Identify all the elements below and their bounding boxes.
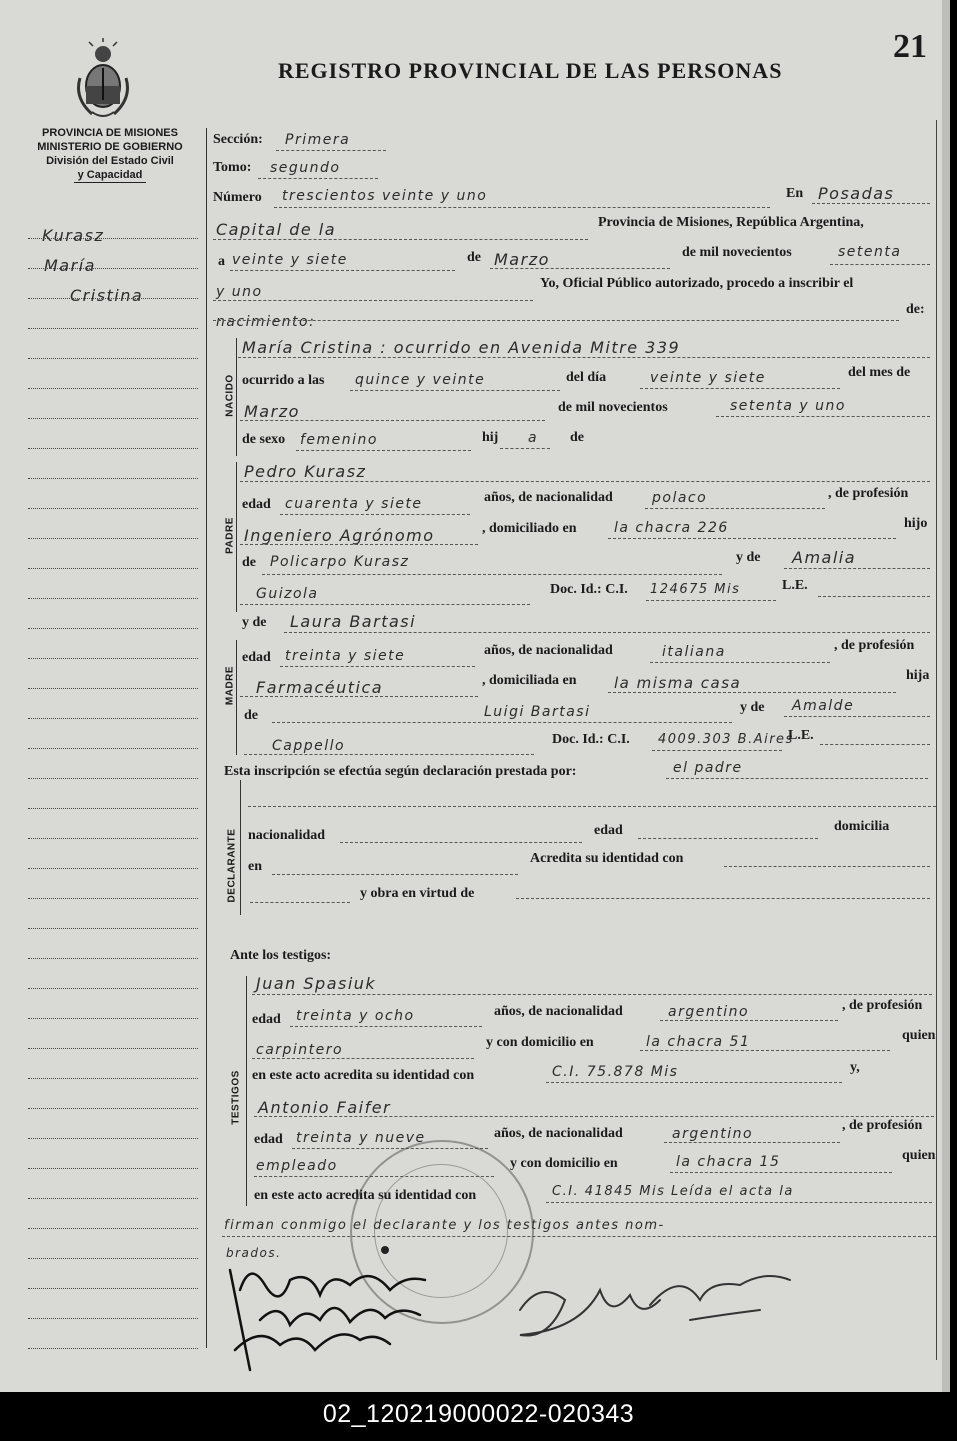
testigo1-y-label: y, [850,1060,860,1075]
tomo-label: Tomo: [213,160,252,175]
padre-prof-label: , de profesión [828,486,909,501]
margin-ruled-line [28,1138,198,1139]
margin-ruled-line [28,1108,198,1109]
padre-nac-line [645,508,825,509]
padre-prof-line [240,544,478,545]
madre-label: MADRE [224,665,236,706]
sexo-line [296,450,471,451]
padre-nombre: Pedro Kurasz [244,462,367,481]
declarante-obra-label: y obra en virtud de [360,886,475,901]
seccion-line [276,150,386,151]
declaracion-line [666,778,928,779]
tomo-line [258,178,378,179]
margin-ruled-line [28,898,198,899]
en-line [812,203,930,204]
province-line: PROVINCIA DE MISIONES [42,127,178,139]
nacido-anio-label: de mil novecientos [558,400,668,415]
padre-de-label: de [242,555,256,570]
madre-bracket [236,640,237,755]
page-number: 21 [893,28,927,65]
abuela-paterna2-line [240,604,530,605]
testigo2-profesion: empleado [256,1158,338,1174]
abuela-materna2-line [244,754,534,755]
margin-ruled-line [28,988,198,989]
madre-nombre: Laura Bartasi [290,612,417,631]
declarante-edad-label: edad [594,823,623,838]
margin-ruled-line [28,298,198,299]
testigo1-nac: argentino [668,1004,750,1020]
testigo1-doc: C.I. 75.878 Mis [552,1064,679,1080]
margin-ruled-line [28,718,198,719]
madre-nombre-line [284,632,930,633]
testigo1-edad-label: edad [252,1012,281,1027]
padre-nombre-line [240,481,930,482]
padre-profesion: Ingeniero Agrónomo [244,526,435,545]
margin-second-name: Cristina [70,286,144,305]
padre-edad-line [280,514,470,515]
declarante-dom-label: domicilia [834,819,890,834]
testigo1-quien-label: quien [902,1028,936,1043]
margin-ruled-line [28,328,198,329]
nacido-label: NACIDO [224,374,236,417]
declarante-en-label: en [248,859,262,874]
division-line: División del Estado Civil [46,155,174,167]
testigo2-edad-label: edad [254,1132,283,1147]
madre-nac-label: años, de nacionalidad [484,643,613,658]
testigo1-acredita-label: en este acto acredita su identidad con [252,1068,475,1083]
margin-ruled-line [28,358,198,359]
testigo1-edad: treinta y ocho [296,1008,415,1024]
margin-ruled-line [28,808,198,809]
madre-edad-value: treinta y siete [285,648,406,664]
anio-value: setenta [838,244,902,260]
padre-label: PADRE [224,517,236,554]
padre-dom-line [608,538,896,539]
issuing-authority [20,126,200,183]
numero-label: Número [213,190,262,205]
testigo1-doc-line [546,1082,842,1083]
margin-ruled-line [28,928,198,929]
abuelo-materno-line [272,722,732,723]
margin-first-name: María [44,256,96,275]
en-value: Posadas [818,184,895,203]
cierre-linea-2: brados. [226,1246,282,1260]
nacido-mes-line [240,420,545,421]
testigo2-nac: argentino [672,1126,754,1142]
declaracion-label: Esta inscripción se efectúa según declaración prestada por: [224,764,577,779]
margin-ruled-line [28,1078,198,1079]
provincia-label: Provincia de Misiones, República Argentina, [598,215,864,230]
testigo2-nac-line [664,1142,840,1143]
ocurrido-label: ocurrido a las [242,373,325,388]
margin-ruled-line [28,268,198,269]
ante-testigos-label: Ante los testigos: [230,948,332,963]
padre-domicilio: la chacra 226 [614,520,729,536]
declarante-nombre-line [248,806,936,807]
madre-nac-line [650,662,830,663]
padre-yde-label: y de [736,550,761,565]
cierre1-line [222,1236,936,1237]
margin-ruled-line [28,1048,198,1049]
abuelo-paterno-line [262,574,722,575]
margin-surname: Kurasz [42,226,105,245]
margin-ruled-line [28,568,198,569]
madre-profesion: Farmacéutica [256,678,384,697]
testigo1-dom-label: y con domicilio en [486,1035,594,1050]
testigo2-nombre: Antonio Faifer [258,1098,392,1117]
testigos-label: TESTIGOS [230,1070,242,1125]
testigo2-dom-line [670,1172,892,1173]
testigo1-nac-line [660,1020,838,1021]
testigo2-edad: treinta y nueve [296,1130,426,1146]
margin-ruled-line [28,1018,198,1019]
margin-ruled-line [28,598,198,599]
yo-label: Yo, Oficial Público autorizado, procedo a inscribir el [540,276,854,291]
margin-ruled-line [28,628,198,629]
padre-edad-value: cuarenta y siete [285,496,423,512]
declaracion-value: el padre [673,760,743,776]
abuela-paterna-line [784,568,930,569]
declarante-extra-line [250,902,350,903]
numero-value: trescientos veinte y uno [282,188,488,204]
declarante-obra-line [516,898,930,899]
numero-line [274,207,770,208]
testigo2-prof-label: , de profesión [842,1118,923,1133]
hora-value: quince y veinte [355,372,486,388]
hijo-label: hijo [904,516,928,531]
signatures [220,1240,820,1380]
testigo2-acredita-label: en este acto acredita su identidad con [254,1188,477,1203]
padre-doc-line [646,600,776,601]
testigo1-domicilio: la chacra 51 [646,1034,751,1050]
sexo-label: de sexo [242,432,286,447]
sexo-value: femenino [300,432,378,448]
nacido-nombre-line [238,357,930,358]
testigo2-doc-line [546,1202,932,1203]
madre-domicilio: la misma casa [614,674,742,692]
margin-ruled-line [28,688,198,689]
margin-ruled-line [28,538,198,539]
testigo1-nac-label: años, de nacionalidad [494,1004,623,1019]
abuela-materna-2: Cappello [272,738,346,754]
madre-dom-label: , domiciliada en [482,673,577,688]
madre-prof-line [240,696,478,697]
a-label: a [218,254,225,269]
nacido-bracket [236,338,237,456]
margin-ruled-line [28,1258,198,1259]
padre-doc-value: 124675 Mis [650,582,741,597]
abuela-materna: Amalde [792,698,855,714]
nacido-dia-value: veinte y siete [650,370,766,386]
padre-doc-label: Doc. Id.: C.I. [550,582,628,597]
anio2-line [213,300,533,301]
madre-edad-line [280,666,475,667]
nacido-mes-value: Marzo [244,402,300,421]
testigo1-profesion: carpintero [256,1042,344,1058]
margin-ruled-line [28,958,198,959]
abuela-paterna-2: Guizola [256,586,319,602]
de-colon-label: de: [906,302,925,317]
capital-value: Capital de la [216,220,337,239]
testigo1-prof-label: , de profesión [842,998,923,1013]
margin-ruled-line [28,478,198,479]
nacido-anio-line [716,416,930,417]
coat-of-arms-emblem [72,38,134,120]
hij-line [500,448,550,449]
margin-ruled-line [28,868,198,869]
margin-ruled-line [28,1318,198,1319]
margin-ruled-line [28,748,198,749]
margin-ruled-line [28,778,198,779]
testigo2-nac-label: años, de nacionalidad [494,1126,623,1141]
testigo2-quien-label: quien [902,1148,936,1163]
margin-ruled-line [28,1348,198,1349]
declarante-bracket [240,780,241,915]
madre-doc-line [652,750,782,751]
margin-ruled-line [28,1168,198,1169]
tomo-value: segundo [270,160,341,176]
abuelo-paterno: Policarpo Kurasz [270,554,410,570]
testigo1-dom-line [640,1050,890,1051]
testigo1-nombre: Juan Spasiuk [256,974,377,993]
tipo-value: nacimiento: [216,314,316,330]
dia-line [230,270,455,271]
nacido-mes-label: del mes de [848,365,911,380]
testigo2-nombre-line [254,1116,934,1117]
padre-edad-label: edad [242,497,271,512]
margin-ruled-line [28,388,198,389]
testigos-bracket [246,976,247,1206]
nacido-dia-line [640,388,840,389]
hora-line [350,390,560,391]
madre-edad-label: edad [242,650,271,665]
mes-line [490,268,670,269]
declarante-acredita-label: Acredita su identidad con [530,851,684,866]
de-label: de [467,250,481,265]
main-frame-border [206,128,207,1348]
madre-le-line [820,744,930,745]
hij-value: a [528,430,539,446]
margin-ruled-line [28,1228,198,1229]
padre-le-label: L.E. [782,578,808,593]
division-line-2: y Capacidad [74,168,147,183]
margin-ruled-line [28,418,198,419]
madre-doc-label: Doc. Id.: C.I. [552,732,630,747]
margin-ruled-line [28,448,198,449]
madre-doc-value: 4009.303 B.Aires [658,732,794,747]
padre-nac-value: polaco [652,490,708,506]
madre-de-label: de [244,708,258,723]
madre-nac-value: italiana [662,644,726,660]
en-label: En [786,186,804,201]
nacido-anio-value: setenta y uno [730,398,846,414]
testigo1-nombre-line [252,994,932,995]
declarante-nac-line [340,842,582,843]
nacido-de-label: de [570,430,584,445]
madre-le-label: L.E. [788,728,814,743]
testigo1-prof-line [252,1058,474,1059]
anio-value-2: y uno [216,284,263,300]
image-caption: 02_120219000022-020343 [322,1400,635,1428]
abuela-paterna: Amalia [792,548,857,567]
testigo2-doc: C.I. 41845 Mis Leída el acta la [552,1184,794,1199]
testigo2-domicilio: la chacra 15 [676,1154,781,1170]
declarante-edad-line [638,838,818,839]
seccion-label: Sección: [213,132,263,147]
nacido-nombre-lugar: María Cristina : ocurrido en Avenida Mitre 339 [242,338,681,357]
hij-label: hij [482,430,499,445]
padre-dom-label: , domiciliado en [482,521,577,536]
madre-dom-line [608,692,896,693]
margin-ruled-line [28,508,198,509]
seccion-value: Primera [285,132,351,148]
declarante-nac-label: nacionalidad [248,828,326,843]
margin-ruled-line [28,1288,198,1289]
cierre-linea-1: firman conmigo el declarante y los testigos antes nom- [224,1218,665,1233]
abuelo-materno: Luigi Bartasi [484,704,591,720]
dia-value: veinte y siete [232,252,348,268]
madre-yde-label: y de [242,615,267,630]
madre-yde2-label: y de [740,700,765,715]
form-title: REGISTRO PROVINCIAL DE LAS PERSONAS [278,58,783,83]
testigo2-dom-label: y con domicilio en [510,1156,618,1171]
margin-ruled-line [28,238,198,239]
declarante-label: DECLARANTE [226,828,238,903]
margin-ruled-line [28,658,198,659]
madre-prof-label: , de profesión [834,638,915,653]
margin-ruled-line [28,838,198,839]
padre-nac-label: años, de nacionalidad [484,490,613,505]
margin-ruled-line [28,1198,198,1199]
declarante-acredita-line [724,866,930,867]
testigo1-edad-line [290,1026,482,1027]
mes-value: Marzo [494,250,550,269]
anio-label: de mil novecientos [682,245,792,260]
abuela-materna-line [784,716,930,717]
nacido-dia-label: del día [566,370,607,385]
hija-label: hija [906,668,930,683]
declarante-en-line [272,874,518,875]
capital-line [213,239,588,240]
padre-le-line [818,596,930,597]
tipo-line [213,320,899,321]
right-frame-border [936,120,937,1360]
anio-line [830,264,930,265]
padre-bracket [236,462,237,612]
ministry-line: MINISTERIO DE GOBIERNO [37,141,183,153]
